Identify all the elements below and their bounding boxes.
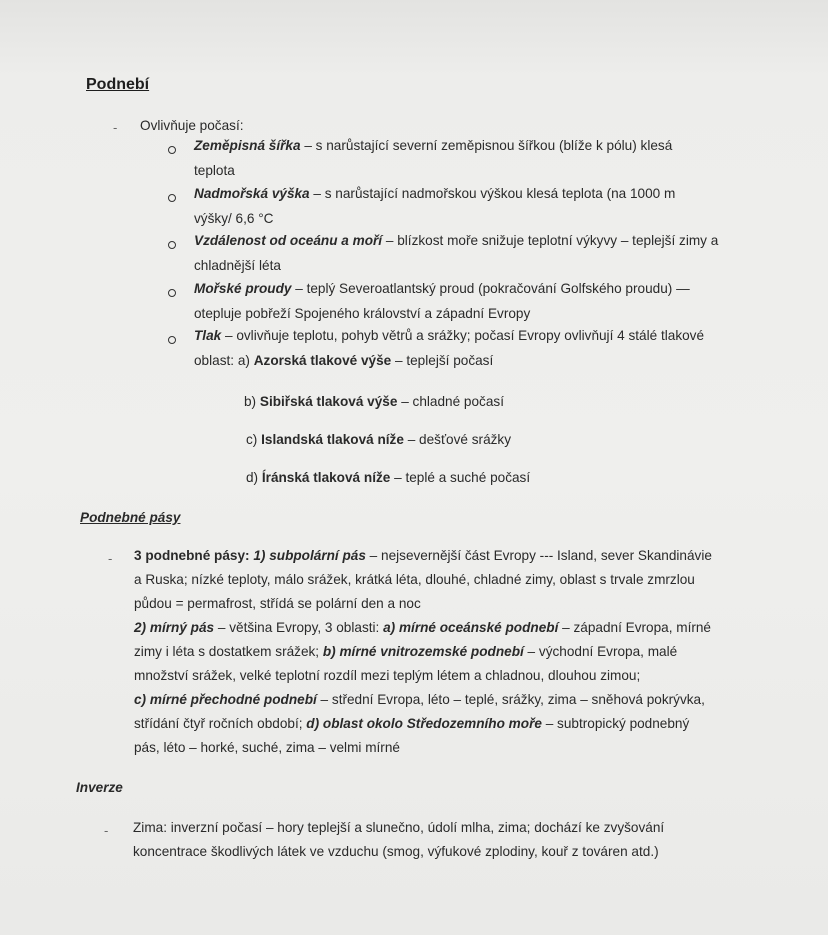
pressure-item [246, 428, 511, 452]
factor-text: – s narůstající severní zeměpisnou šířkou (blíže k pólu) klesá [300, 138, 673, 153]
dash-bullet: - [104, 823, 109, 838]
pressure-name: Sibiřská tlaková výše [259, 394, 398, 409]
zone-term: a) mírné oceánské podnebí [383, 620, 559, 635]
factor-cont: chladnější léta [194, 258, 281, 273]
factor-text: – s narůstající nadmořskou výškou klesá teplota (na 1000 m [309, 186, 676, 201]
zone-term: b) mírné vnitrozemské podnebí [322, 644, 524, 659]
pressure-item [244, 390, 504, 414]
factor-line [194, 134, 672, 158]
factor-text: – ovlivňuje teplotu, pohyb větrů a srážky; počasí Evropy ovlivňují 4 stálé tlakové [221, 328, 705, 343]
zones-line: půdou = permafrost, střídá se polární den a noc [134, 596, 421, 611]
factor-text: – blízkost moře snižuje teplotní výkyvy – teplejší zimy a [382, 233, 719, 248]
factor-cont: teplota [194, 163, 235, 178]
factor-term: Tlak [194, 328, 222, 343]
zones-line: množství srážek, velké teplotní rozdíl mezi teplým létem a chladnou, dlouhou zimou; [134, 668, 641, 683]
pressure-prefix: d) [246, 470, 262, 485]
factor-term: Vzdálenost od oceánu a moří [194, 233, 383, 248]
zone-text: – západní Evropa, mírné [558, 620, 711, 635]
factor-cont [194, 349, 493, 373]
zone-text: zimy i léta s dostatkem srážek; [134, 644, 323, 659]
zone-term: 1) subpolární pás [253, 548, 366, 563]
zone-term: c) mírné přechodné podnebí [134, 692, 317, 707]
pressure-desc: – teplé a suché počasí [390, 470, 531, 485]
pressure-prefix: oblast: a) [194, 353, 254, 368]
zone-term: 2) mírný pás [134, 620, 215, 635]
pressure-desc: – chladné počasí [397, 394, 504, 409]
zones-line: pás, léto – horké, suché, zima – velmi mírné [134, 740, 400, 755]
zones-line [134, 544, 712, 568]
factor-line [194, 277, 690, 301]
pressure-item [246, 466, 530, 490]
circle-bullet-icon [168, 336, 176, 344]
dash-bullet: - [108, 551, 113, 566]
zones-line [134, 688, 705, 712]
zones-line [134, 640, 677, 664]
pressure-desc: – teplejší počasí [391, 353, 494, 368]
section-heading-zones: Podnebné pásy [80, 510, 181, 525]
pressure-name: Azorská tlakové výše [253, 353, 392, 368]
pressure-desc: – dešťové srážky [403, 432, 512, 447]
factor-text: – teplý Severoatlantský proud (pokračování Golfského proudu) — [291, 281, 690, 296]
circle-bullet-icon [168, 241, 176, 249]
section-heading-inversion: Inverze [76, 780, 123, 795]
factor-cont: otepluje pobřeží Spojeného království a západní Evropy [194, 306, 531, 321]
zone-term: d) oblast okolo Středozemního moře [306, 716, 542, 731]
factor-term: Zeměpisná šířka [194, 138, 301, 153]
intro-text: Ovlivňuje počasí: [140, 118, 244, 133]
zones-line: a Ruska; nízké teploty, málo srážek, krátká léta, dlouhé, chladné zimy, oblast s trvale zmrzlou [134, 572, 695, 587]
zones-lead: 3 podnebné pásy: [134, 548, 254, 563]
factor-cont: výšky/ 6,6 °C [194, 211, 274, 226]
factor-term: Nadmořská výška [194, 186, 310, 201]
zone-text: – většina Evropy, 3 oblasti: [214, 620, 384, 635]
zones-line [134, 616, 711, 640]
zone-text: – nejsevernější část Evropy --- Island, sever Skandinávie [365, 548, 712, 563]
zones-line [134, 712, 689, 736]
circle-bullet-icon [168, 289, 176, 297]
zone-text: střídání čtyř ročních období; [134, 716, 307, 731]
pressure-prefix: b) [244, 394, 260, 409]
circle-bullet-icon [168, 194, 176, 202]
zone-text: – subtropický podnebný [541, 716, 690, 731]
factor-term: Mořské proudy [194, 281, 292, 296]
zone-text: – východní Evropa, malé [523, 644, 678, 659]
circle-bullet-icon [168, 146, 176, 154]
pressure-prefix: c) [246, 432, 262, 447]
inversion-line: koncentrace škodlivých látek ve vzduchu (smog, výfukové zplodiny, kouř z továren atd.) [133, 844, 659, 859]
factor-line [194, 182, 675, 206]
factor-line [194, 229, 718, 253]
page-title: Podnebí [86, 76, 150, 93]
dash-bullet: - [113, 120, 118, 135]
zone-text: – střední Evropa, léto – teplé, srážky, zima – sněhová pokrývka, [316, 692, 705, 707]
pressure-name: Islandská tlaková níže [261, 432, 404, 447]
pressure-name: Íránská tlaková níže [261, 470, 391, 485]
factor-line [194, 324, 704, 348]
inversion-line: Zima: inverzní počasí – hory teplejší a slunečno, údolí mlha, zima; dochází ke zvyšování [133, 820, 665, 835]
